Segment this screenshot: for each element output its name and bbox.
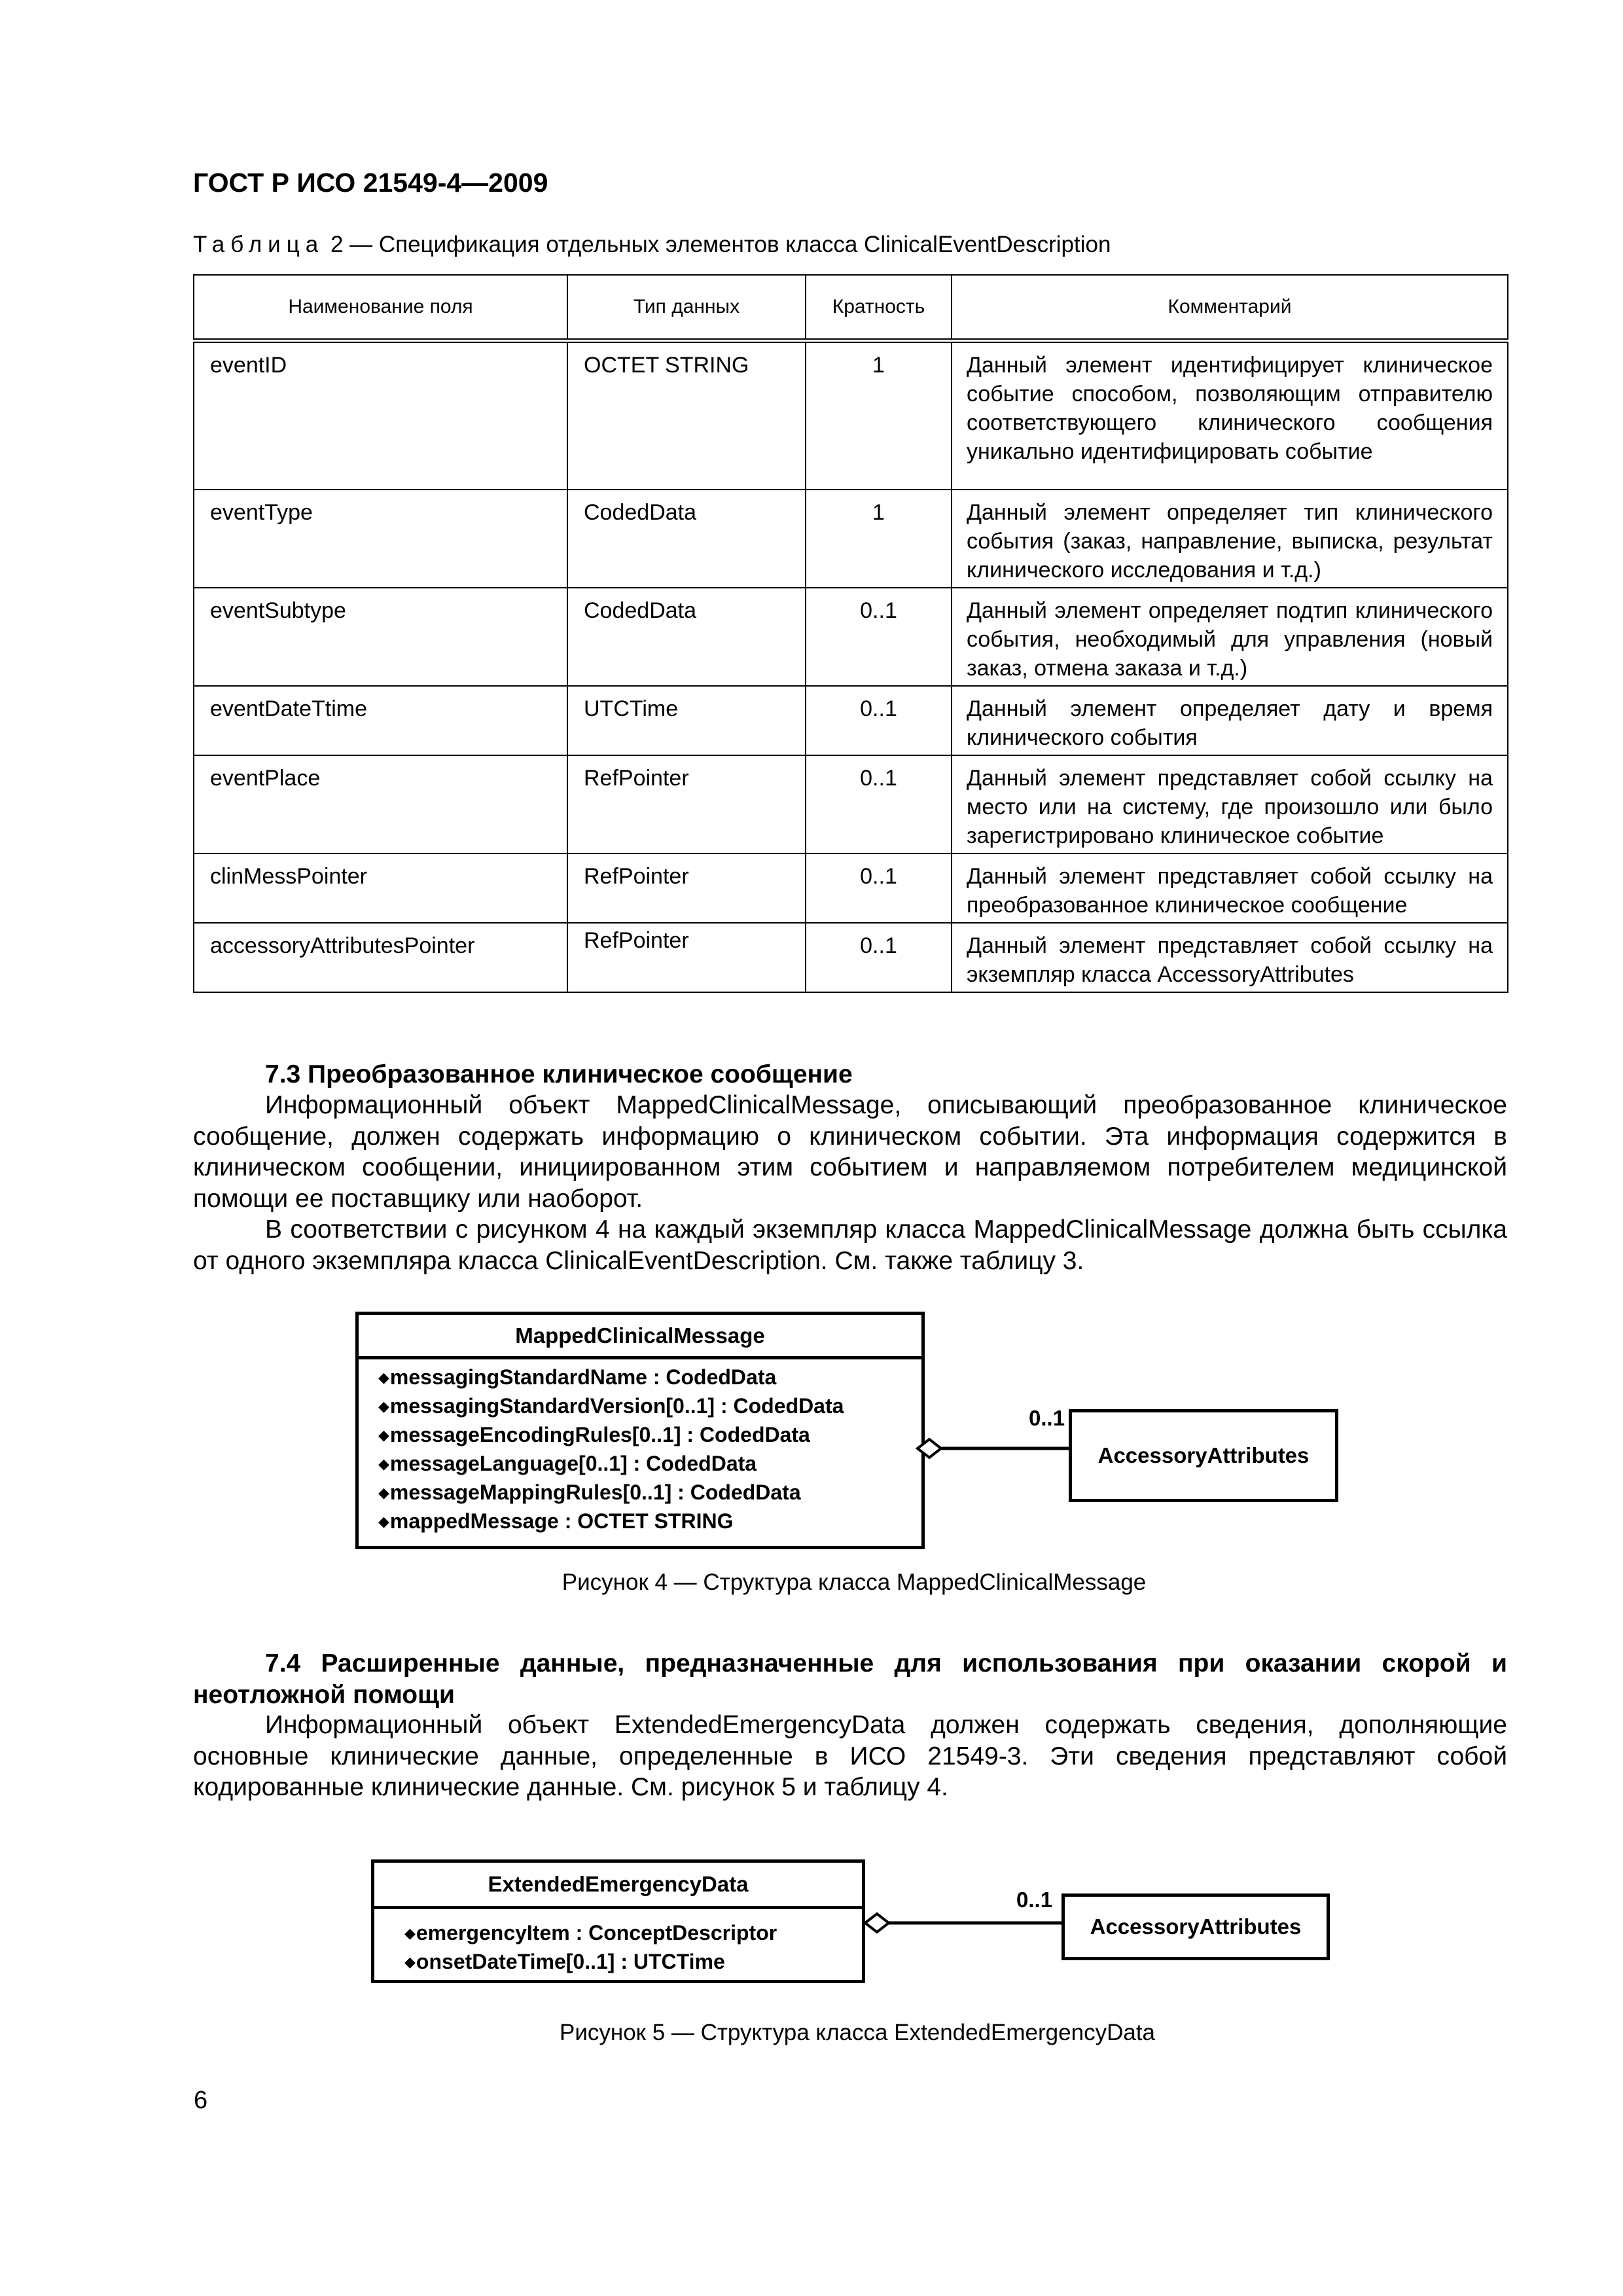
association-multiplicity: 0..1	[1029, 1406, 1065, 1430]
paragraph-text: В соответствии с рисунком 4 на каждый экземпляр класса MappedClinicalMessage должна быть ссылка от одного экземпляра класса ClinicalEventDescription. См. также таблицу 3.	[193, 1215, 1507, 1275]
cell-field-name: eventType	[194, 490, 567, 588]
cell-data-type: RefPointer	[567, 755, 806, 853]
cell-comment: Данный элемент определяет тип клинического события (заказ, направление, выписка, результат клинического исследования и т.д.)	[952, 490, 1508, 588]
cell-multiplicity: 0..1	[806, 923, 952, 992]
column-header-comment: Комментарий	[952, 275, 1508, 341]
table-row	[194, 686, 1508, 755]
uml-attribute-list	[359, 1359, 921, 1535]
uml-class-name: MappedClinicalMessage	[359, 1315, 921, 1359]
table-caption-number: 2	[330, 232, 344, 257]
cell-comment: Данный элемент представляет собой ссылку на экземпляр класса AccessoryAttributes	[952, 923, 1508, 992]
cell-field-name: eventID	[194, 341, 567, 490]
table-row	[194, 490, 1508, 588]
heading-text: 7.4 Расширенные данные, предназначенные для использования при оказании скорой и неотложной помощи	[193, 1649, 1507, 1709]
cell-data-type: RefPointer	[567, 923, 806, 992]
cell-comment: Данный элемент определяет дату и время клинического события	[952, 686, 1508, 755]
uml-attribute-list	[374, 1909, 862, 1976]
diamond-bullet-icon: ◆	[404, 1954, 416, 1970]
uml-attribute: ◆emergencyItem : ConceptDescriptor	[404, 1921, 777, 1945]
spec-table	[193, 274, 1508, 993]
uml-attribute: ◆messageLanguage[0..1] : CodedData	[378, 1452, 757, 1475]
diamond-bullet-icon: ◆	[404, 1925, 416, 1941]
diamond-bullet-icon: ◆	[378, 1427, 389, 1443]
aggregation-diamond-icon	[918, 1439, 941, 1458]
cell-data-type: UTCTime	[567, 686, 806, 755]
column-header-field-name: Наименование поля	[194, 275, 567, 341]
figure-4-caption: Рисунок 4 — Структура класса MappedClinicalMessage	[562, 1570, 1147, 1595]
uml-class-name: ExtendedEmergencyData	[374, 1863, 862, 1909]
cell-data-type: CodedData	[567, 588, 806, 686]
section-heading-7-4	[193, 1648, 1507, 1711]
cell-multiplicity: 0..1	[806, 853, 952, 923]
page-number: 6	[194, 2087, 208, 2114]
cell-data-type: CodedData	[567, 490, 806, 588]
uml-attribute: ◆messagingStandardName : CodedData	[378, 1365, 777, 1389]
table-caption-prefix: Таблица	[193, 232, 325, 257]
paragraph-text: Информационный объект ExtendedEmergencyData должен содержать сведения, дополняющие основные клинические данные, определенные в ИСО 21549-3. Эти сведения представляют собой кодированные клинические данные. См. рисунок 5 и таблицу 4.	[193, 1711, 1507, 1801]
diamond-bullet-icon: ◆	[378, 1456, 389, 1472]
cell-multiplicity: 1	[806, 341, 952, 490]
cell-field-name: accessoryAttributesPointer	[194, 923, 567, 992]
uml-attribute: ◆onsetDateTime[0..1] : UTCTime	[404, 1950, 725, 1973]
table-caption-text: — Спецификация отдельных элементов класса ClinicalEventDescription	[349, 232, 1111, 257]
cell-field-name: eventDateTtime	[194, 686, 567, 755]
table-row	[194, 588, 1508, 686]
cell-multiplicity: 0..1	[806, 686, 952, 755]
aggregation-connector	[864, 1908, 1067, 1941]
table-row	[194, 341, 1508, 490]
uml-attribute: ◆messageEncodingRules[0..1] : CodedData	[378, 1423, 810, 1446]
aggregation-connector	[916, 1433, 1073, 1466]
cell-multiplicity: 0..1	[806, 588, 952, 686]
diamond-bullet-icon: ◆	[378, 1513, 389, 1530]
uml-attribute: ◆messagingStandardVersion[0..1] : CodedData	[378, 1394, 844, 1418]
diamond-bullet-icon: ◆	[378, 1398, 389, 1414]
figure-5-caption: Рисунок 5 — Структура класса ExtendedEmergencyData	[559, 2020, 1156, 2045]
cell-multiplicity: 0..1	[806, 755, 952, 853]
uml-class-accessory-attributes: AccessoryAttributes	[1061, 1893, 1330, 1960]
aggregation-diamond-icon	[865, 1914, 889, 1932]
cell-multiplicity: 1	[806, 490, 952, 588]
table-row	[194, 923, 1508, 992]
association-multiplicity: 0..1	[1016, 1888, 1053, 1912]
table-row	[194, 755, 1508, 853]
paragraph-text: Информационный объект MappedClinicalMessage, описывающий преобразованное клиническое сообщение, должен содержать информацию о клиническом событии. Эта информация содержится в клиническом сообщении, инициированном этим событием и направляемом потребителем медицинской помощи ее поставщику или наоборот.	[193, 1091, 1507, 1213]
cell-field-name: eventSubtype	[194, 588, 567, 686]
uml-class-mapped-clinical-message	[355, 1312, 925, 1549]
cell-comment: Данный элемент представляет собой ссылку на преобразованное клиническое сообщение	[952, 853, 1508, 923]
cell-field-name: eventPlace	[194, 755, 567, 853]
column-header-multiplicity: Кратность	[806, 275, 952, 341]
section-7-4-paragraph-1	[193, 1710, 1507, 1803]
cell-comment: Данный элемент определяет подтип клинического события, необходимый для управления (новый заказ, отмена заказа и т.д.)	[952, 588, 1508, 686]
uml-class-accessory-attributes: AccessoryAttributes	[1069, 1409, 1338, 1502]
diamond-bullet-icon: ◆	[378, 1369, 389, 1386]
table-row	[194, 853, 1508, 923]
column-header-data-type: Тип данных	[567, 275, 806, 341]
table-caption	[193, 232, 1111, 258]
document-id-header: ГОСТ Р ИСО 21549-4—2009	[193, 168, 548, 198]
cell-comment: Данный элемент представляет собой ссылку на место или на систему, где произошло или было зарегистрировано клиническое событие	[952, 755, 1508, 853]
diamond-bullet-icon: ◆	[378, 1484, 389, 1501]
section-heading-7-3: 7.3 Преобразованное клиническое сообщение	[265, 1060, 853, 1088]
uml-class-extended-emergency-data	[371, 1859, 865, 1983]
cell-data-type: RefPointer	[567, 853, 806, 923]
cell-data-type: OCTET STRING	[567, 341, 806, 490]
cell-comment: Данный элемент идентифицирует клиническое событие способом, позволяющим отправителю соответствующего клинического сообщения уникально идентифицировать событие	[952, 341, 1508, 490]
uml-attribute: ◆messageMappingRules[0..1] : CodedData	[378, 1480, 801, 1504]
uml-attribute: ◆mappedMessage : OCTET STRING	[378, 1509, 734, 1533]
section-7-3-paragraph-1	[193, 1090, 1507, 1214]
section-7-3-paragraph-2	[193, 1214, 1507, 1276]
cell-field-name: clinMessPointer	[194, 853, 567, 923]
table-header-row	[194, 275, 1508, 341]
